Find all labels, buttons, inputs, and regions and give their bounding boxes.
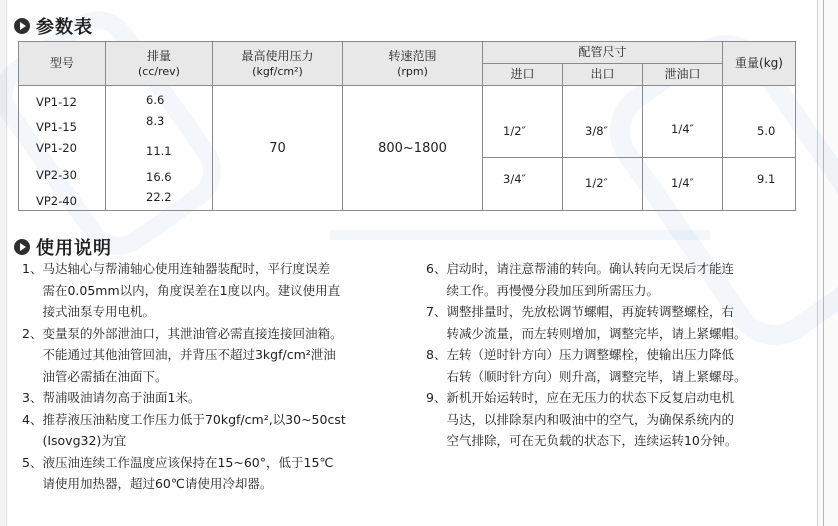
page-left-border — [0, 0, 7, 526]
page-right-border — [817, 0, 838, 526]
instruction-line: 启动时，请注意帮浦的转向。确认转向无误后才能连 — [446, 261, 734, 276]
instruction-number: 2、 — [22, 325, 43, 341]
instruction-item — [426, 387, 818, 452]
instruction-text — [42, 323, 420, 388]
header-pipe-size: 配管尺寸 — [483, 42, 723, 64]
instruction-line: 调整排量时，先放松调节螺帽，再旋转调整螺栓，右 — [446, 304, 734, 319]
instruction-line: 转减少流量，而左转则增加，调整完毕，请上紧螺帽。 — [446, 325, 747, 341]
max-pressure-value: 70 — [269, 140, 286, 156]
drain-cell — [643, 157, 723, 210]
instruction-number: 5、 — [22, 454, 43, 470]
instruction-line: 新机开始运转时，应在无压力的状态下反复启动电机 — [446, 390, 734, 405]
model-label: VP1-20 — [36, 141, 77, 155]
instruction-line: 马达轴心与帮浦轴心使用连轴器装配时，平行度误差 — [42, 261, 330, 276]
play-bullet-icon — [14, 18, 30, 34]
displacement-value: 11.1 — [146, 144, 172, 158]
inlet-value: 1/2″ — [503, 124, 526, 138]
drain-value: 1/4″ — [671, 122, 694, 136]
instruction-line: 液压油连续工作温度应该保持在15~60°，低于15℃ — [42, 454, 334, 470]
drain-cell — [643, 86, 723, 158]
header-max-pressure — [213, 42, 343, 86]
instruction-text — [42, 409, 420, 452]
instruction-line: 需在0.05mm以内，角度误差在1度以内。建议使用直 — [42, 282, 341, 298]
instruction-number: 7、 — [426, 304, 447, 319]
page-right-rule — [823, 0, 824, 526]
header-displacement-unit: (cc/rev) — [138, 64, 180, 78]
instruction-item — [22, 323, 420, 388]
displacement-value: 6.6 — [146, 93, 165, 107]
outlet-value: 1/2″ — [585, 175, 608, 190]
header-displacement — [106, 42, 213, 86]
instruction-number: 6、 — [426, 261, 447, 276]
instruction-text — [42, 452, 420, 495]
instruction-line: 左转（逆时针方向）压力调整螺栓，使输出压力降低 — [446, 347, 734, 362]
instruction-item — [426, 258, 818, 301]
instruction-line: 不能通过其他油管回油，并背压不超过3kgf/cm²泄油 — [42, 347, 336, 362]
header-speed-label: 转速范围 — [388, 48, 437, 63]
weight-cell — [723, 157, 796, 210]
instructions-right-column — [426, 258, 818, 452]
instruction-line: 油管必需插在油面下。 — [42, 368, 168, 384]
instruction-item — [22, 387, 420, 409]
play-bullet-icon — [14, 239, 30, 255]
instruction-line: 空气排除，可在无负载的状态下，连续运转10分钟。 — [446, 433, 738, 448]
displacements-cell — [106, 86, 213, 211]
drain-value: 1/4″ — [671, 175, 694, 190]
model-label: VP2-40 — [36, 194, 77, 208]
instruction-line: 右转（顺时针方向）则升高，调整完毕，请上紧螺母。 — [446, 368, 747, 384]
instruction-text — [446, 258, 818, 301]
instruction-item — [426, 344, 818, 387]
header-weight: 重量(kg) — [723, 42, 796, 86]
instruction-text — [446, 301, 818, 344]
displacement-value: 16.6 — [146, 170, 172, 184]
speed-range-value: 800~1800 — [378, 140, 447, 156]
instruction-text — [42, 258, 420, 323]
params-section-title: 参数表 — [36, 17, 93, 38]
models-cell — [19, 86, 106, 211]
displacement-value: 8.3 — [146, 114, 165, 128]
displacement-value: 22.2 — [146, 190, 172, 204]
instruction-line: 帮浦吸油请勿高于油面1米。 — [42, 390, 201, 405]
weight-value: 5.0 — [757, 124, 776, 138]
header-model: 型号 — [19, 42, 106, 86]
usage-section-title: 使用说明 — [36, 238, 112, 259]
header-max-pressure-unit: (kgf/cm²) — [252, 64, 303, 78]
weight-value: 9.1 — [757, 171, 776, 186]
instruction-line: 推荐液压油粘度工作压力低于70kgf/cm²,以30~50cst — [42, 411, 346, 427]
outlet-cell — [563, 86, 643, 158]
instruction-item — [22, 258, 420, 323]
max-pressure-cell — [213, 86, 343, 211]
weight-cell — [723, 86, 796, 158]
instruction-number: 4、 — [22, 411, 43, 427]
params-table — [18, 41, 796, 211]
inlet-value: 3/4″ — [503, 171, 526, 186]
instruction-text — [446, 344, 818, 387]
instruction-number: 9、 — [426, 390, 447, 405]
params-section-header — [14, 13, 93, 39]
model-label: VP1-15 — [36, 120, 77, 134]
instruction-text — [42, 387, 420, 409]
instruction-item — [426, 301, 818, 344]
instructions-left-column — [22, 258, 420, 495]
header-displacement-label: 排量 — [146, 48, 171, 63]
header-outlet: 出口 — [563, 64, 643, 86]
header-max-pressure-label: 最高使用压力 — [241, 48, 314, 63]
instruction-line: 请使用加热器，超过60℃请使用冷却器。 — [42, 476, 273, 491]
instruction-item — [22, 409, 420, 452]
instruction-number: 3、 — [22, 390, 43, 405]
instruction-number: 8、 — [426, 347, 447, 362]
header-drain: 泄油口 — [643, 64, 723, 86]
speed-range-cell — [343, 86, 483, 211]
usage-section-header — [14, 234, 112, 260]
instruction-line: 马达，以排除泵内和吸油中的空气，为确保系统内的 — [446, 411, 734, 427]
inlet-cell — [483, 157, 563, 210]
instruction-line: 续工作。再慢慢分段加压到所需压力。 — [446, 282, 659, 298]
instruction-number: 1、 — [22, 261, 43, 276]
instruction-line: 接式油泵专用电机。 — [42, 304, 155, 319]
model-label: VP2-30 — [36, 168, 77, 182]
outlet-value: 3/8″ — [585, 124, 608, 138]
instruction-text — [446, 387, 818, 452]
instruction-line: 变量泵的外部泄油口，其泄油管必需直接连接回油箱。 — [42, 325, 343, 341]
instruction-item — [22, 452, 420, 495]
model-label: VP1-12 — [36, 95, 77, 109]
header-speed-unit: (rpm) — [397, 64, 428, 78]
inlet-cell — [483, 86, 563, 158]
header-inlet: 进口 — [483, 64, 563, 86]
outlet-cell — [563, 157, 643, 210]
header-speed-range — [343, 42, 483, 86]
instruction-line: (Isovg32)为宜 — [42, 433, 127, 448]
